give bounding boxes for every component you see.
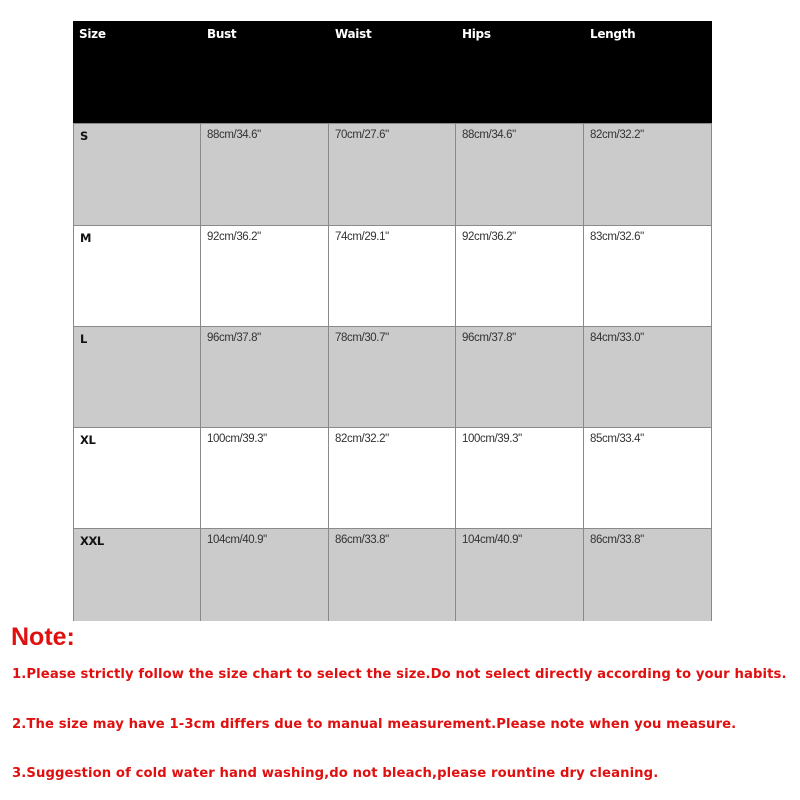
cell-bust: 92cm/36.2" bbox=[201, 226, 329, 326]
header-size: Size bbox=[79, 27, 106, 41]
cell-waist: 78cm/30.7" bbox=[329, 327, 456, 427]
cell-length: 83cm/32.6" bbox=[584, 226, 712, 326]
table-row-xl bbox=[73, 427, 712, 528]
cell-length: 85cm/33.4" bbox=[584, 428, 712, 528]
cell-waist: 82cm/32.2" bbox=[329, 428, 456, 528]
header-hips: Hips bbox=[462, 27, 491, 41]
size-chart-table bbox=[73, 21, 712, 621]
cell-waist: 70cm/27.6" bbox=[329, 124, 456, 225]
cell-hips: 88cm/34.6" bbox=[456, 124, 584, 225]
table-row-s bbox=[73, 123, 712, 225]
note-item-2: 2.The size may have 1-3cm differs due to manual measurement.Please note when you measure. bbox=[12, 717, 737, 732]
table-row-m bbox=[73, 225, 712, 326]
cell-size: XL bbox=[73, 428, 201, 528]
cell-bust: 100cm/39.3" bbox=[201, 428, 329, 528]
table-row-l bbox=[73, 326, 712, 427]
cell-length: 86cm/33.8" bbox=[584, 529, 712, 621]
cell-hips: 100cm/39.3" bbox=[456, 428, 584, 528]
header-length: Length bbox=[590, 27, 636, 41]
note-title: Note: bbox=[11, 623, 75, 651]
cell-hips: 92cm/36.2" bbox=[456, 226, 584, 326]
header-waist: Waist bbox=[335, 27, 372, 41]
cell-size: XXL bbox=[73, 529, 201, 621]
cell-length: 84cm/33.0" bbox=[584, 327, 712, 427]
cell-waist: 74cm/29.1" bbox=[329, 226, 456, 326]
cell-size: L bbox=[73, 327, 201, 427]
cell-hips: 104cm/40.9" bbox=[456, 529, 584, 621]
note-item-1: 1.Please strictly follow the size chart to select the size.Do not select directly according to your habits. bbox=[12, 667, 787, 682]
cell-length: 82cm/32.2" bbox=[584, 124, 712, 225]
cell-size: M bbox=[73, 226, 201, 326]
table-row-xxl bbox=[73, 528, 712, 621]
cell-waist: 86cm/33.8" bbox=[329, 529, 456, 621]
header-bust: Bust bbox=[207, 27, 237, 41]
table-header-row bbox=[73, 21, 712, 123]
note-item-3: 3.Suggestion of cold water hand washing,do not bleach,please rountine dry cleaning. bbox=[12, 766, 659, 781]
cell-bust: 104cm/40.9" bbox=[201, 529, 329, 621]
cell-bust: 96cm/37.8" bbox=[201, 327, 329, 427]
cell-size: S bbox=[73, 124, 201, 225]
cell-bust: 88cm/34.6" bbox=[201, 124, 329, 225]
cell-hips: 96cm/37.8" bbox=[456, 327, 584, 427]
